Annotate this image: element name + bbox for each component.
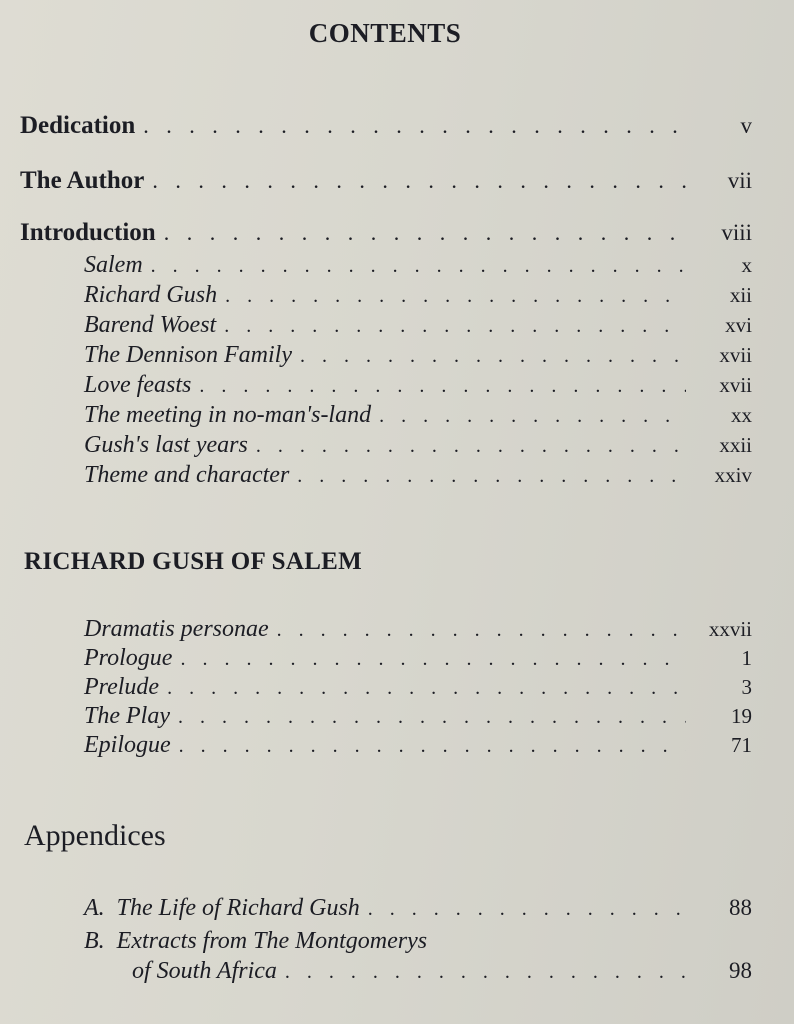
toc-subentry <box>84 372 752 399</box>
toc-entry-page: xxiv <box>714 463 752 487</box>
toc-entry-page: viii <box>721 220 752 245</box>
toc-entry-the-author <box>20 167 752 195</box>
toc-entry-page: 98 <box>729 958 752 983</box>
toc-subentry <box>84 342 752 369</box>
toc-entry-page: xxii <box>719 433 752 457</box>
toc-entry-page: xxvii <box>708 617 752 641</box>
toc-entry-page: x <box>741 253 752 277</box>
dot-leader <box>167 677 686 700</box>
toc-entry-label: The Dennison Family <box>84 342 292 368</box>
dot-leader <box>178 706 686 729</box>
page-title: CONTENTS <box>308 18 462 48</box>
dot-leader <box>164 220 686 246</box>
toc-entry-page: 71 <box>731 733 752 757</box>
toc-entry-label: Salem <box>84 252 143 278</box>
toc-subentry <box>84 732 752 759</box>
toc-entry-label: The meeting in no-man's-land <box>84 402 372 428</box>
toc-entry-page: xii <box>729 283 752 307</box>
toc-entry-label: Prelude <box>84 674 160 700</box>
appendix-entry-b-line1 <box>84 928 427 955</box>
toc-subentry <box>84 462 752 489</box>
toc-entry-label: The Play <box>84 703 170 729</box>
toc-entry-label: Gush's last years <box>84 432 248 458</box>
toc-subentry <box>84 703 752 730</box>
toc-entry-label: Dedication <box>20 112 136 139</box>
toc-entry-page: vii <box>727 168 752 193</box>
toc-entry-label: Dramatis personae <box>84 616 269 642</box>
toc-subentry <box>84 674 752 701</box>
toc-entry-page: xx <box>731 403 752 427</box>
toc-entry-label: Theme and character <box>84 462 290 488</box>
toc-entry-introduction <box>20 219 752 247</box>
dot-leader <box>151 255 686 278</box>
dot-leader <box>297 465 686 488</box>
toc-entry-label: Epilogue <box>84 732 171 758</box>
toc-entry-label: Extracts from The Montgomerys <box>116 928 428 954</box>
toc-entry-dedication <box>20 112 752 140</box>
toc-subentry <box>84 645 752 672</box>
dot-leader <box>225 285 686 308</box>
toc-entry-page: xvii <box>719 343 752 367</box>
dot-leader <box>224 315 686 338</box>
dot-leader <box>368 898 686 921</box>
toc-entry-page: xvi <box>725 313 752 337</box>
toc-entry-page: xvii <box>719 373 752 397</box>
dot-leader <box>143 113 686 139</box>
toc-entry-label: Love feasts <box>84 372 192 398</box>
dot-leader <box>379 405 686 428</box>
dot-leader <box>199 375 686 398</box>
toc-subentry <box>84 432 752 459</box>
toc-entry-page: 1 <box>741 646 752 670</box>
toc-subentry <box>84 252 752 279</box>
dot-leader <box>300 345 686 368</box>
toc-entry-page: 19 <box>731 704 752 728</box>
appendix-entry-b-line2 <box>132 958 752 985</box>
dot-leader <box>179 735 686 758</box>
dot-leader <box>256 435 686 458</box>
dot-leader <box>180 648 686 671</box>
dot-leader <box>152 168 686 194</box>
toc-entry-page: v <box>740 113 752 138</box>
toc-entry-label: Richard Gush <box>84 282 218 308</box>
toc-entry-label: The Life of Richard Gush <box>116 895 360 921</box>
section-heading-appendices: Appendices <box>24 819 166 852</box>
toc-subentry <box>84 312 752 339</box>
appendix-entry-a <box>84 895 752 922</box>
toc-entry-label: Barend Woest <box>84 312 217 338</box>
toc-subentry <box>84 282 752 309</box>
dot-leader <box>277 619 686 642</box>
dot-leader <box>285 961 686 984</box>
toc-entry-label: Prologue <box>84 645 173 671</box>
toc-entry-label-wrap <box>84 895 360 922</box>
toc-entry-page: 88 <box>729 895 752 920</box>
appendix-letter: B. <box>84 928 105 954</box>
toc-entry-label: The Author <box>20 167 145 194</box>
toc-entry-page: 3 <box>741 675 752 699</box>
appendix-letter: A. <box>84 895 105 921</box>
toc-subentry <box>84 616 752 643</box>
toc-subentry <box>84 402 752 429</box>
section-heading-play: RICHARD GUSH OF SALEM <box>24 548 363 575</box>
toc-entry-label: of South Africa <box>132 958 277 984</box>
toc-entry-label: Introduction <box>20 219 156 246</box>
